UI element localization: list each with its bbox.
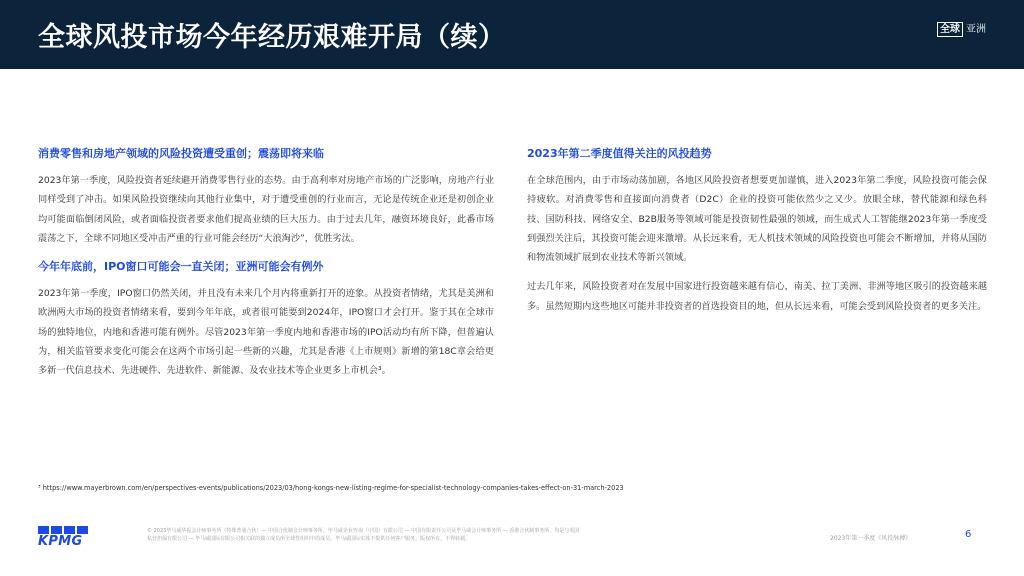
section-text-consumer-real-estate: 2023年第一季度，风险投资者延续避开消费零售行业的态势。由于高利率对房地产市场的广泛影响，房地产行业同样受到了冲击。如果风险投资继续向其他行业集中，对于遭受重创的行业而言，无论是传统企业还是初创企业均可能面临倒闭风险，或者面临投资者要求他们提高业绩的巨大压力。由于过去几年，融资环境良好，此番市场震荡之下，全球不同地区受冲击严重的行业可能会经历“大浪淘沙”，优胜劣汰。 (38, 175, 494, 244)
section-text-emerging-markets: 过去几年来，风险投资者对在发展中国家进行投资越来越有信心，南美、拉丁美洲、非洲等地区吸引的投资越来越多。虽然短期内这些地区可能并非投资者的首选投资目的地，但从长远来看，可能会受到风险投资者的更多关注。 (527, 281, 987, 312)
header-bar (0, 0, 1024, 69)
legal-notice (147, 527, 707, 543)
region-global-tab[interactable]: 全球 (937, 22, 963, 37)
footnote: ³ https://www.mayerbrown.com/en/perspectives-events/publications/2023/03/hong-kongs-new-listing-regime-for-specialist-technology-companies-takes-effect-on-31-march-2023 (38, 484, 624, 492)
kpmg-logo-text: KPMG (38, 534, 83, 549)
report-name: 2023年第一季度《风投脉搏》 (830, 535, 912, 542)
legal-notice-line: 私营担保有限公司 — 毕马威国际有限公司相关联的独立成员所全球性组织中的成员。毕马威国际实体不提供任何客户服务。版权所有，不得转载。 (147, 536, 471, 542)
section-heading-q2-trends: 2023年第二季度值得关注的风投趋势 (527, 147, 712, 160)
legal-notice-line: © 2023毕马威华振会计师事务所（特殊普通合伙）— 中国合伙制会计师事务所，毕马威企业咨询（中国）有限公司 — 中国有限责任公司及毕马威会计师事务所 — 香港合伙制事务所，均是与英国 (147, 528, 580, 534)
region-asia-tab[interactable]: 亚洲 (966, 24, 986, 35)
page-number: 6 (965, 529, 972, 540)
kpmg-logo-boxes-icon (38, 526, 92, 534)
section-text-ipo-window: 2023年第一季度，IPO窗口仍然关闭，并且没有未来几个月内将重新打开的迹象。从投资者情绪，尤其是美洲和欧洲两大市场的投资者情绪来看，要到今年年底，或者很可能要到2024年，IPO窗口才会打开。鉴于其在全球市场的独特地位，内地和香港可能有例外。尽管2023年第一季度内地和香港市场的IPO活动均有所下降，但普遍认为，相关监管要求变化可能会在这两个市场引起一些新的兴趣，尤其是香港《上市规则》新增的第18C章会给更多新一代信息技术、先进硬件、先进软件、新能源、及农业技术等企业更多上市机会³。 (38, 288, 494, 377)
region-switcher (937, 22, 986, 37)
page-title: 全球风投市场今年经历艰难开局（续） (38, 22, 506, 53)
kpmg-logo (38, 526, 92, 550)
section-heading-consumer-real-estate: 消费零售和房地产领域的风险投资遭受重创；震荡即将来临 (38, 147, 324, 160)
section-text-q2-trends: 在全球范围内，由于市场动荡加剧，各地区风险投资者想要更加谨慎，进入2023年第二季度，风险投资可能会保持疲软。对消费零售和直接面向消费者（D2C）企业的投资可能依然少之又少。放眼全球，替代能源和绿色科技、国防科技、网络安全、B2B服务等领域可能是投资韧性最强的领域，而生成式人工智能继2023年第一季度受到强烈关注后，其投资可能会迎来激增。从长远来看，无人机技术领域的风险投资也可能会不断增加，并将从国防和物流领域扩展到农业技术等新兴领域。 (527, 175, 987, 264)
section-heading-ipo-window: 今年年底前，IPO窗口可能会一直关闭；亚洲可能会有例外 (38, 260, 324, 274)
left-column (38, 146, 494, 381)
right-column (527, 146, 987, 316)
